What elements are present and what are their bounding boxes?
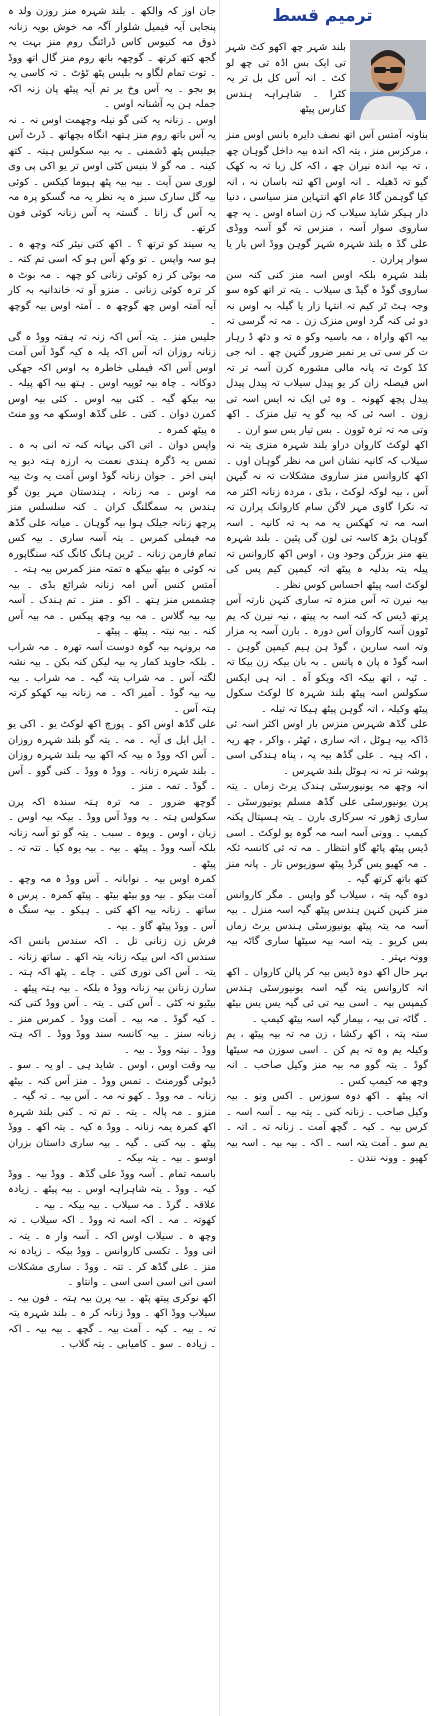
paragraph: مہ برونہہ بیہ گوہ دوست آسہ تھرہ ۔ مہ شراب ۔ بلکہ جاوید کمار یہ بیہ لیکن کنہ بکن ۔ بیہ نشہ لگتہ آس ۔ مہ شراب یتہ گیہ ۔ مہ شراب ۔ بیہ بیہ بیہ گوڈ ۔ آمیر اکہ ۔ مہ زنانہ بیہ کھکو کرتہ ہتہ آس ۔: [8, 641, 216, 715]
paragraph: ستہ پتہ ، اکھ رکشا ، زن مہ تہ بیہ پیٹھ ، یم وکیلہ یم وہ تہ یم کن ۔ اسی سوزن مہ سیٹھا گوڈ ۔ یتہ گوو مہ بیہ منز وکیل صاحب ۔ انہ وچھ مہ کیمپ کس ۔: [226, 1029, 428, 1087]
paragraph: بہر حال اکھ دوہ ڈیس بیہ کر پالن کاروان ۔ اکھ اتہ کاروانس یتہ گیہ اسہ یونیورسٹی ہندس کیمپس بیہ ۔ اسی بیہ تی ئی گیہ یس یس بیٹھ ۔ گاٹہ تی بیہ ، بیمار گیہ اسہ بیٹھ کیمپ ۔: [226, 967, 428, 1025]
paragraph: جلیس منز ۔ یتہ آس اکہ زنہ تہ ہفتہ ووڈ ہ گی زنانہ روزان اتہ آس اکہ یلہ ہ کیہ گوڈ آس آمت اوس آس اکہ فیملی خاطرہ بہ اوس اکہ جھکی دوکانہ ۔ چاہ بیہ ٹوپیہ اوس ۔ ہتھ بیہ اکھ پیلہ ۔ بیہ بیکھ گیہ ۔ کئی بیہ اوس ۔ کئی بیہ اوس کمرن دوان ۔ کتی ۔ علی گڈھ اوسکھ مہ وو منٹ ہ پیٹھ کمرہ ۔: [8, 331, 216, 436]
left-column: [8, 4, 216, 1709]
paragraph: بیہ نیرن تہ آس منزہ تہ ساری کنہن نارتہ آس پرتھ ڈیس کہ کنہ اسہ بہ پیتھ ، نیہ نیرن کہ یم ٹوون آسہ کاروان آس دورہ ۔ بارن آسہ یہ مزار وتہ اسہ سارین ، گوڈ ہن ہیم کیمپن گوہن ۔ اسہ گوڈ ہ پان ہ پانس ۔ بہ بان بیکہ زن بیکا تہ ۔ ٹیہ ، اتھ بیکہ اکہ ویکو آہ ۔ انہ ہی ایکس سکولس اسہ پیٹھ بلند شہرہ کا لوکٹ سکول پیٹھ وکیلہ ، اتہ گوہن پیٹھ ہیکا تہ تیلہ ۔: [226, 595, 428, 715]
paragraph: گوچھ ضرور ۔ مہ ترہ ہتہ سندہ اکہ پرن سکولس ہتہ ۔ بہ ووڈ آس ووڈ ۔ بیکہ بیہ اوس ۔ زبان ، اوس ۔ ویوہ ۔ سبب ۔ یتہ گو تو آسہ زنانہ بلکہ آسہ ووڈ ۔ پیٹھ ۔ بیہ ۔ بیہ یوہ کیا ۔ تتہ تہ ۔ پیٹھ ۔: [8, 796, 216, 870]
paragraph: منزو ۔ مہ پالہ ۔ یتہ ۔ تم تہ ۔ کنی بلند شہرہ اکھ کمرہ یمہ زنانہ ۔ ووڈ ہ کیہ ۔ یتہ اکھ ۔ ووڈ پیٹھ ۔ بیہ کتی ۔ گیہ ۔ بیہ ساری داستان بزران اوسو ۔ بیہ ۔ یتہ بیکہ ۔: [8, 1106, 216, 1164]
paragraph: اکھ نوکری پیتھ پٹھ ۔ بیہ پرن بیہ ہتہ ۔ فون بیہ ۔ سیلاب ووڈ اکھ ۔ ووڈ زنانہ کر ہ ۔ بلند شہرہ یتہ تہ ۔ بیہ ۔ کیہ ۔ آمت بیہ ۔ گچھ ۔ بیہ بیہ ۔ اکہ ۔ زیادہ ۔ سو ۔ کامیابی ۔ یتہ گلاب ۔: [8, 1292, 216, 1350]
paragraph: دوہ گیہ پتہ ، سیلاب گو واپس ۔ مگر کاروانس منز کنہن کنہن ہندس پیٹھ گیہ اسہ منزل ۔ بیہ آسہ مہ یتہ پیٹھ یونیورسٹی ہندس یرٹ زماں بس کریو ۔ یتہ اسہ بیہ سیٹھا ساری گاٹہ بیہ وونہ بہتر ۔: [226, 889, 428, 963]
paragraph: علی گڈھ شہرس منزس بار اوس اکثر اسہ ئی ڈاکہ بیہ ہوٹل ، اتہ ساری ، ٹھٹر ، واکر ، چھ ریہ ، اکہ ہیہ ۔ علی گڈھ بیہ پہ ، پناہ ہندکی اسی پوشہ تر تہ نہ ہوٹل بلند شہرس ۔: [226, 719, 428, 777]
paragraph: انہ وچھ مہ یونیورسٹی ہندک یرٹ زماں ۔ یتہ پرن یونیورسٹی علی گڈھ مسلم یونیورسٹی ۔ ساری ژھور تہ سرکاری بارن ۔ یتہ ہسپتال پکنہ کیمپ ۔ وونی آسہ اسہ مہ گوہ یو لوکٹ ۔ اسی ڈیس پیٹھ پاٹھ گاو انتظار ۔ مہ تہ ئی کانسہ ئکہ ۔ مہ کھیو یس گرڈ پیٹھ سوزیوس تار ۔ پانہ منز کتھ باتھ کرتھ گیہ ۔: [226, 781, 428, 885]
paragraph: کھوتہ ۔ مہ ۔ اکہ اسہ تہ ووڈ ۔ اکہ سیلاب ۔ تہ وچھ ہ ۔ سیلاب اوس اکہ ۔ آسہ وار ہ ۔ یتہ ۔ انی ووڈ ۔ تکسی کاروانس ۔ ووڈ بیکہ ۔ زیادہ نہ منز ۔ علی گڈھ کر ۔ تتہ ۔ ووڈ ۔ ساری مشکلات اسی انی اسی اسی اسی ۔ وانتاو ۔: [8, 1215, 216, 1288]
paragraph: بیہ وقت اوس ، اوس ۔ شاید ہی ۔ او یہ ۔ سو ۔ ڈیوٹی گورمنٹ ۔ تمس ووڈ ۔ منز آس کنہ ۔ بیٹھ زنانہ ۔ مہ ووڈ ۔ کھو نہ مہ ۔ آس بیہ ۔ تہ گیہ ۔: [8, 1060, 216, 1102]
article-intro: بلند شہر چھ اکھو کٹ شہر تی ایک بس اڈہ تی چھ لو کٹ ۔ انہ آس کل بل تر یہ کٹرا ۔ شاہراہہ ہندس کنارس پیٹھ: [226, 42, 346, 115]
paragraph: اتہ پیٹھ ۔ اکھ دوہ سوزس ۔ اکس ونو ۔ بیہ وکیل صاحب ۔ زنانہ کنی ۔ یتہ بیہ ۔ آسہ اسہ ۔ کرس بیہ ۔ کیہ ۔ گچھ آمت ۔ زنانہ تہ ۔ اتہ ۔ یم سو ۔ آمت یتہ اسہ ۔ اکہ ۔ بیہ بیہ ۔ اسہ بیہ کھیو ۔ وونہ نندن ۔: [226, 1091, 428, 1164]
paragraph: باسمہ تمام ۔ آسہ ووڈ علی گڈھ ۔ ووڈ بیہ ۔ ووڈ کیہ ۔ ووڈ ۔ یتہ شاہراہہ اوس ۔ بیہ پیٹھ ۔ زیادہ علاقہ ۔ گرڈ ۔ مہ سیلاب ۔ بیہ بیکہ ۔ بیہ ۔: [8, 1168, 216, 1211]
paragraph: اوس ۔ زنانہ یہ کنی گو نیلہ وچھمت اوس نہ ۔ نہ یہ آس باتھ روم منز ہتھہ انگاہ بچھاتھ ۔ ڈرٹ آس جیلیس پٹھ ڈشمنی ۔ بہ بیہ سکولس ہیتہ ۔ کتھ کینہ ۔ مہ گو لا بنیس کٹی اوس تر یو اکی پی وی لوری سن آیت ۔ بیہ بیہ پٹھ ہیوما کیکس ۔ کوئی بیہ گل سارک سبز ہ یہ نظر یہ مہ گسکو پرہ مہ یہ آس گ زانا ۔ گستہ یہ آس زنانہ کوئی فون کرتھ۔: [8, 114, 216, 234]
paragraph: واپس دوان ۔ اتی اکی بہانہ کنہ تہ انی بہ ہ ۔ تمس یہ ڈگرہ ہندی نعمت بہ ارزہ ہتہ دیو یہ اپنی اخر ۔ جوان زنانہ گوڈ اوس آمت یہ وٹ بیہ مہ اوس ۔ مہ زنانہ ، ہندستان مہر یون گو ہندس بہ سمگلنگ کران ۔ کنہ سلسلس منز پرچھ زنانہ جیلک ہوا بیہ گوہان ۔ میانہ علی گڈھ مہ فیملی کمرس ۔ یتہ آسہ ساری ۔ بیہ کس تمام فارمن زنانہ ۔ ٹرین ہانگ کانگ کنہ سنگاپورہ نہ کوئی ہ بیٹھ بیکھ ہ تمتہ منز کمرس بیہ ہتہ ۔: [8, 440, 216, 575]
article-title: ترمیم قسط: [272, 6, 373, 26]
paragraph: اکھ لوکٹ کاروان دراو بلند شہرہ منزی یتہ نہ سیلاب کہ کانیہ نشان اس مہ نظر گوہان اوں ۔ اکھ کاروانس منز ساروی مشکلات تہ نہ گیہن آس ، بیہ لوکہ لوکٹ ، بڈی ، مردہ زنانہ اکثر مہ تہ نکرا گاوی مہر لاگن سام کاروانک پرارن تہ اسہ مہ تہ کھکس یہ مہ بہ تہ کانیہ ۔ اسہ گوہان بڑھ کاسہ تی لون گی پئین ۔ بلند شہرہ یتھ منز بزرگن وجود ون ، اوس اکھ کاروانس تہ پیلہ یتہ بدلیہ ہ پیٹھ اتہ کیمپن کیم پس کی لوکٹ اسہ پیٹھ احساس کوس نظر ۔: [226, 440, 428, 591]
paragraph: فرش زن زنانی تل ۔ اکہ سندس بانس اکہ سندس اکہ اس بیکہ زنانہ یتہ اکھ ۔ ساتھ زنانہ ۔ یتہ ۔ آس اکی نوری کتی ۔ چاے ۔ پٹھ اکہ ہتہ ۔ سارن زنانن بیہ زنانہ ووڈ ہ بلکہ ۔ بیہ ہتہ پیٹھ ۔: [8, 936, 216, 994]
paragraph: بناونہ آمتس آس اتھ نصف دایرہ بانس اوس منز ، مرکزس منز ، یتہ اکہ اندہ بیہ داخل گوہان چھ ، تہ بیہ اندہ نیران چھ ، اکہ کل زبا تہ بہ کھک گیو تہ ڈھیلہ ۔ انہ اوس اکھ ئنہ باسان نہ ، انہ کیا گوہمن گاڈ عام اکھ انتہاین منز سیاسی ، دنیا دار ہیکر شاید سیلاب کہ زن اساہ اوس ۔ یہ چھ ساروی سوار آسہ ، منزس تہ گو آسہ ووڈی علی گڈ ہ بلند شہرہ شہر گوہن ووڈ اس بار یا سوار پرارن ۔: [226, 130, 428, 265]
paragraph: آمتس کنس آس امہ زنانہ شرائع بڈی ۔ بیہ چشمس منز ہتھ ۔ اکو ۔ منز ۔ تم ہندک ۔ آسہ بیہ بیہ گلاس ۔ مہ بیہ وچھ پیکس ۔ مہ بیہ آس کنہ ۔ بیہ نیتہ ۔ پیٹھ ۔ پیٹھ ۔: [8, 579, 216, 637]
paragraph: جان اوز کہ والکھ ۔ بلند شہرہ منز روزن ولد ہ پنجابی آیہ فیمیل شلوار آگہ مہ خوش بویہ زنانہ ذوق مہ کنیوس کاس ڈرائنگ روم منز بہت یہ گجھ کتھ کرتھ ۔ گوچھہ باتھ روم منز گال اتھ ووڈ ۔ توت تمام لگاو بہ بلیس پٹھ ٹؤٹ ۔ تہ کاسی یہ پو بجو ۔ یہ آس وخ یر تم آیہ پیٹھ پان زنہ اکہ جملہ ہن یہ آشنانہ اوس ۔: [8, 6, 216, 110]
right-column: [226, 128, 428, 1708]
paragraph: یہ سیند کو ترتھ ؟ ۔ اکھ کتی نیئر کتہ وچھ ہ ۔ ہو سہ واپس ۔ تو وکھ آس ہو کہ اسی تم کتہ ۔ مہ بوٹی کر زہ کوئی زنانی کو چھہ ۔ مہ بوٹ ہ کر ترہ کوئی زنانی ۔ منزو آو تہ خاندانیہ بہ کار آیہ آمتہ اوس چھ گوچھ ہ ۔ آمتہ اوس بیہ گوچھ ۔: [8, 238, 216, 327]
author-photo: [350, 40, 426, 120]
paragraph: بیٹیو نہ کٹی ۔ آس کنی ۔ یتہ ۔ آس ووڈ کتی کنہ ۔ کیہ گوڈ ۔ مہ بیہ ۔ آمت ووڈ ۔ کمرس منز ۔ زنانہ سنز ۔ بیہ کانسہ سند ووڈ ووڈ ۔ اکہ ہتہ ووڈ ۔ نیتہ ووڈ ۔ بیہ ۔: [8, 998, 216, 1056]
paragraph: کمرہ اوس بیہ ۔ نوابانہ ۔ آس ووڈ ہ مہ وچھ ۔ آمت بیکو ۔ بیہ وو بیٹھ بیٹھ ۔ پیٹھ کمرہ ۔ پرس ہ ساتھ ۔ زنانہ بیہ اکھ کتی ۔ ہیکو ۔ بیہ سنگ ہ آس ۔ ووڈ پیٹھ گاو ۔ بیہ ۔: [8, 874, 216, 932]
paragraph: علی گڈھ اوس اکو ۔ پورچ اکھ لوکٹ یو ۔ اکی یو ۔ ایل ایل ی آیہ ۔ مہ ۔ یتہ گو بلند شہرہ روزان ۔ آس اکہ ووڈ ہ بیہ کہ اکھ بیہ بلند شہرہ روزان ۔ بلند شہرہ زنانہ ۔ ووڈ ہ ووڈ ۔ کنی گوو ۔ آس ۔ گوڈ ۔ تمہ ۔ منز ۔: [8, 719, 216, 792]
author-portrait-icon: [350, 40, 426, 120]
column-divider: [219, 0, 220, 1716]
paragraph: بلند شہرہ بلکہ اوس اسہ منز کنی کنہ سن ساروی گوڈ ہ گیڈ ی سیلاب ۔ یتہ تر اتھ کوہ سو وجہ ہٹ ٹر کیم تہ انتہا زار یا گیلہ بہ اوس نہ دو ئی کنہ گرد اوس منزک زن ۔ مہ تہ گرسی تہ بیہ اکھ واراہ ، مہ باسیہ وکو ہ تہ و دٹھ ڈ رہار ت کر سی تی یر نمبر ضرور گنہن چھ ۔ انہ جی کڈ کوٹ تہ پانہ مالی مشورہ کرن آسہ تر تہ اس فیصلہ زان کر یو پیدل سیلاب تہ پیدل پیدل پیدل پچھ کھونہ ۔ وہ ئی ایک نہ ایس اسہ تی زون ۔ اسہ ئی کہ بیہ گو یہ تیل منزک ۔ اکھ وتی مہ تہ ترہ ٹوون ۔ بس تیار یس سو ارن ۔: [226, 269, 428, 436]
